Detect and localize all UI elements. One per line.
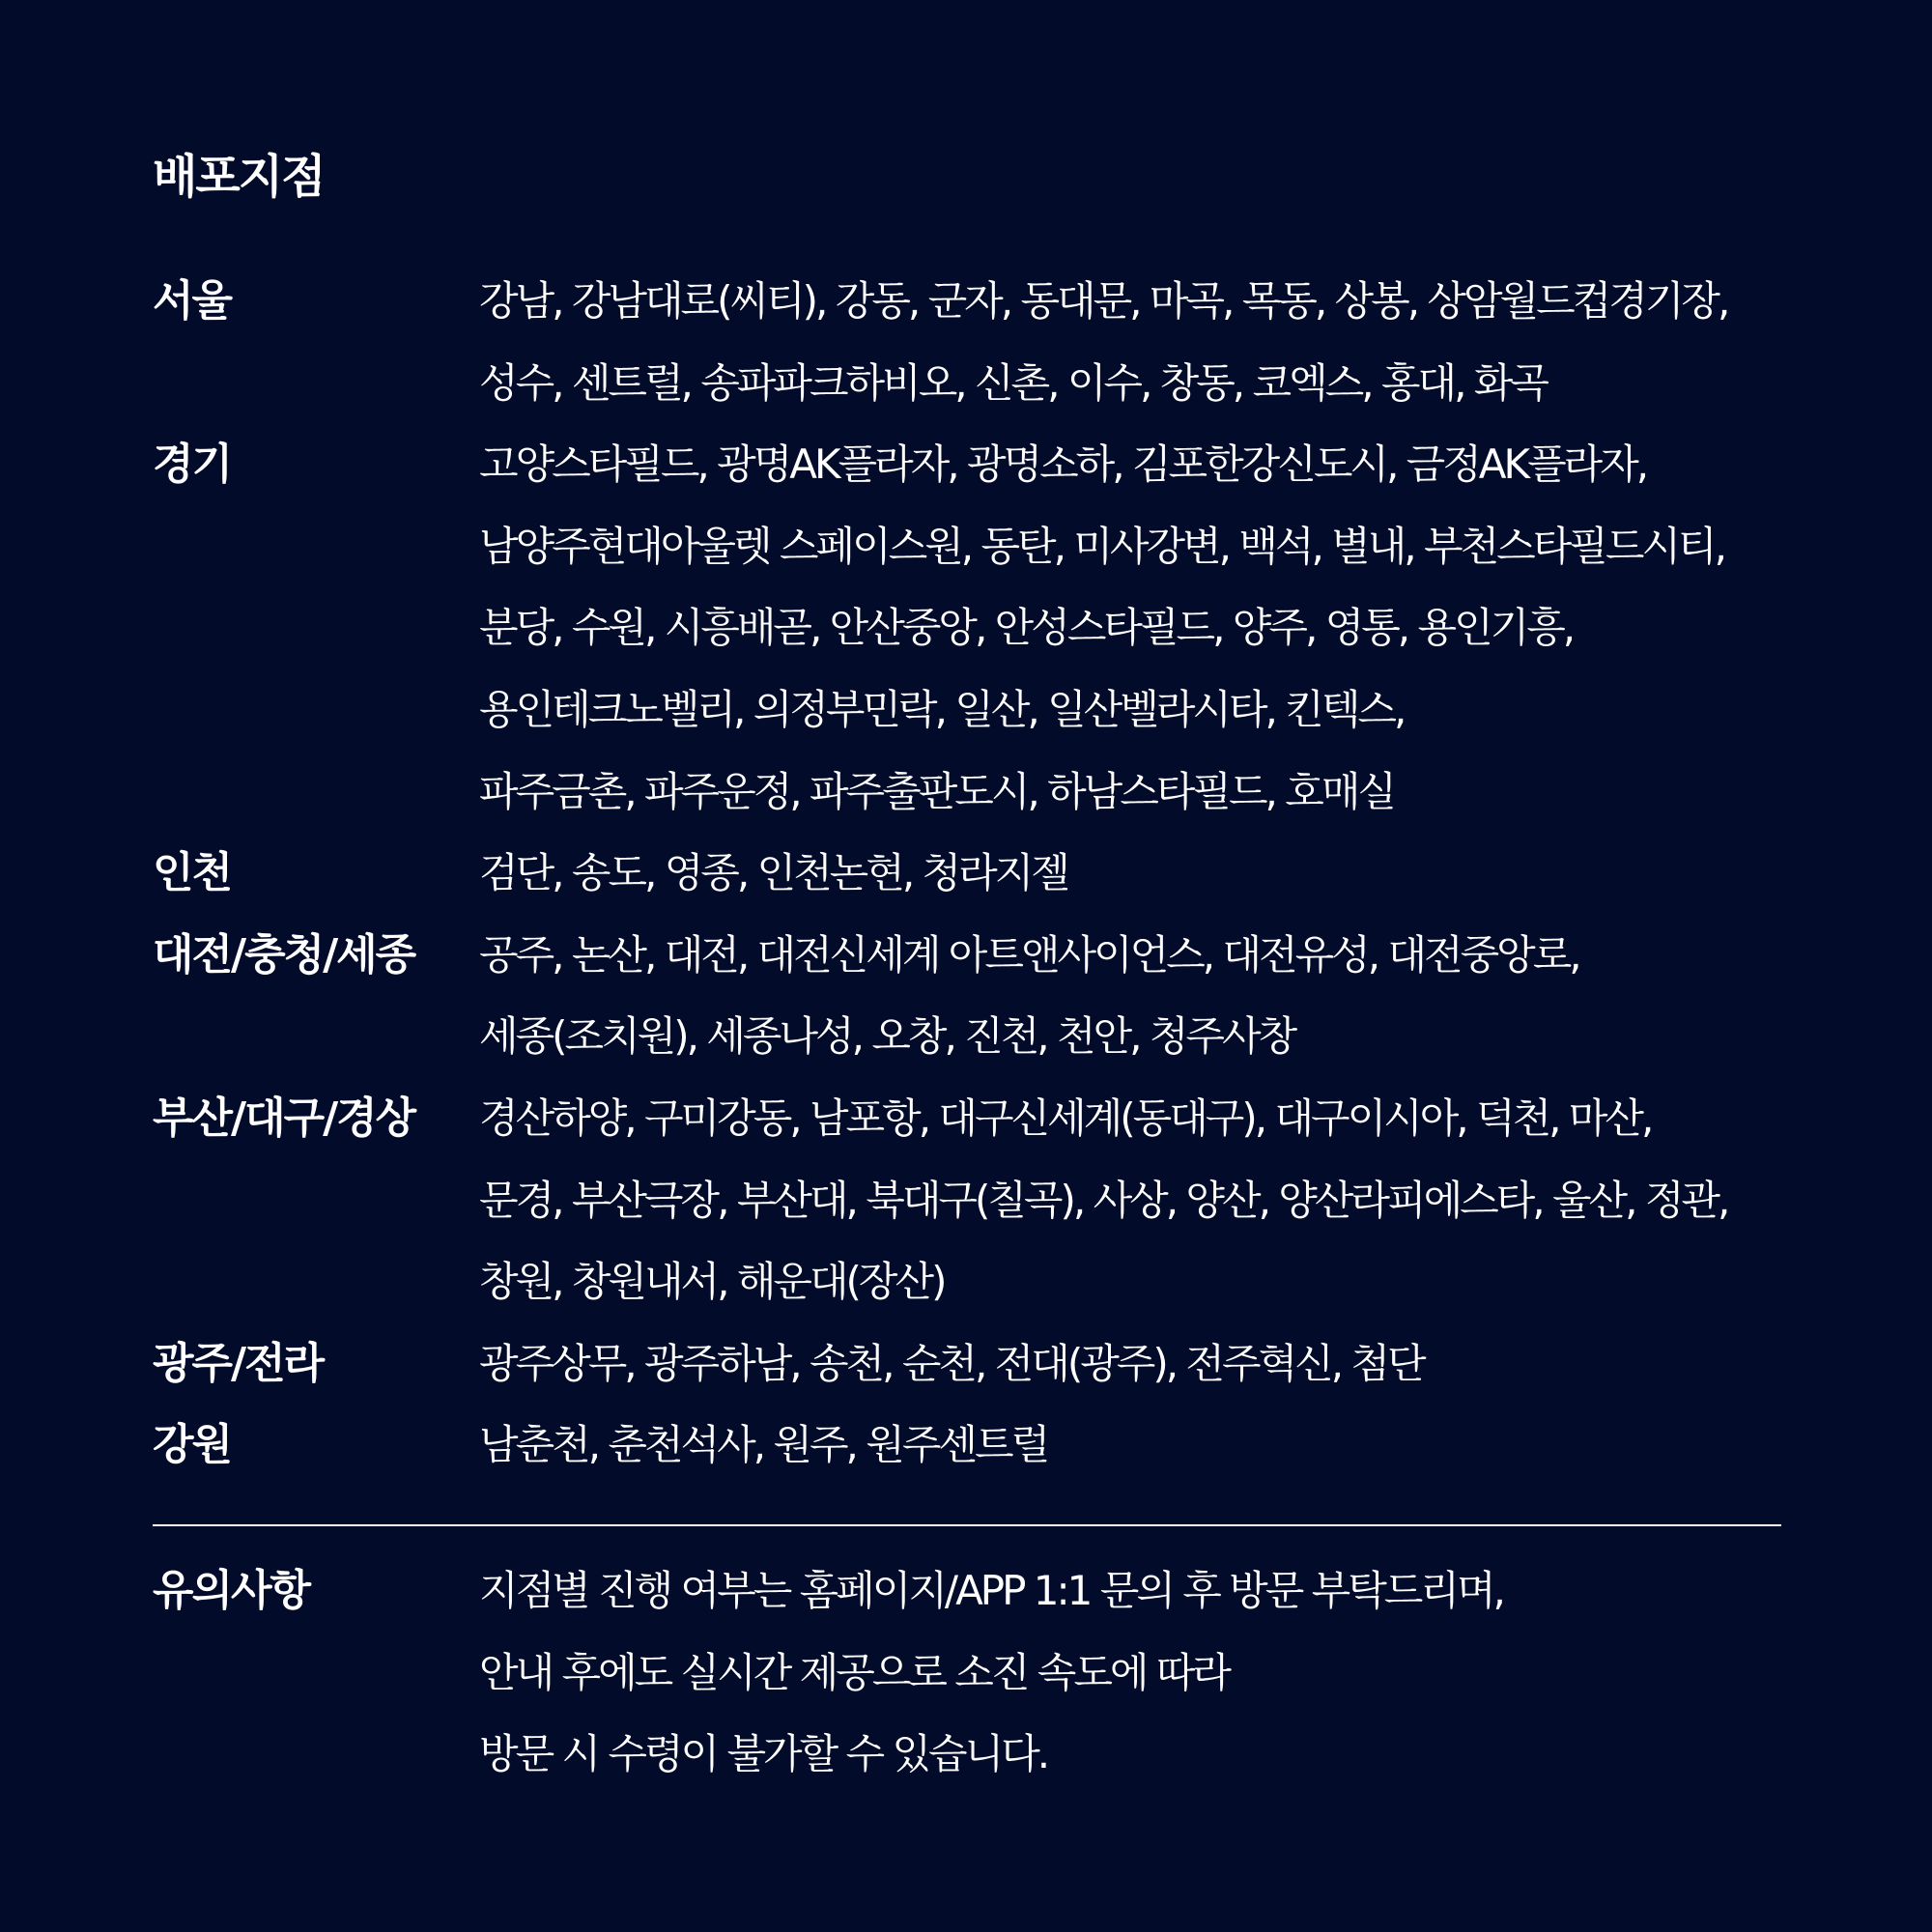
region-branch-list (479, 1078, 1779, 1323)
region-name: 광주/전라 (153, 1338, 324, 1388)
region-branch-list (479, 833, 1779, 915)
notice-section (153, 1550, 1779, 1796)
region-branch-list (479, 915, 1779, 1078)
branch-line: 공주, 논산, 대전, 대전신세계 아트앤사이언스, 대전유성, 대전중앙로, (479, 930, 1579, 979)
notice-line: 지점별 진행 여부는 홈페이지/APP 1:1 문의 후 방문 부탁드리며, (479, 1566, 1503, 1614)
region-name: 서울 (153, 276, 232, 326)
branch-line: 강남, 강남대로(씨티), 강동, 군자, 동대문, 마곡, 목동, 상봉, 상암월드컵경기장, (479, 277, 1728, 325)
notice-label: 유의사항 (153, 1565, 310, 1615)
region-gangwon (153, 1405, 1779, 1487)
region-gyeonggi (153, 424, 1779, 833)
section-divider (153, 1524, 1781, 1526)
branch-line: 문경, 부산극장, 부산대, 북대구(칠곡), 사상, 양산, 양산라피에스타, 울산, 정관, (479, 1176, 1728, 1224)
branch-line: 파주금촌, 파주운정, 파주출판도시, 하남스타필드, 호매실 (479, 767, 1394, 815)
branch-line: 경산하양, 구미강동, 남포항, 대구신세계(동대구), 대구이시아, 덕천, 마산, (479, 1094, 1652, 1142)
region-incheon (153, 833, 1779, 915)
region-branch-list (479, 424, 1779, 833)
region-gwangju-jeolla (153, 1323, 1779, 1406)
region-busan-daegu-gyeongsang (153, 1078, 1779, 1323)
region-name: 부산/대구/경상 (153, 1093, 415, 1143)
region-daejeon-chungcheong-sejong (153, 915, 1779, 1078)
notice-line: 안내 후에도 실시간 제공으로 소진 속도에 따라 (479, 1648, 1229, 1696)
notice-text (479, 1550, 1779, 1796)
branch-line: 용인테크노벨리, 의정부민락, 일산, 일산벨라시타, 킨텍스, (479, 685, 1405, 733)
region-branch-list (479, 261, 1779, 424)
region-name: 대전/충청/세종 (153, 929, 415, 980)
region-branch-list (479, 1405, 1779, 1487)
region-name: 인천 (153, 848, 232, 898)
notice-line: 방문 시 수령이 불가할 수 있습니다. (479, 1730, 1048, 1778)
region-seoul (153, 261, 1779, 424)
branch-line: 창원, 창원내서, 해운대(장산) (479, 1258, 945, 1306)
region-name: 경기 (153, 440, 232, 490)
branch-line: 세종(조치원), 세종나성, 오창, 진천, 천안, 청주사창 (479, 1012, 1295, 1061)
branch-line: 광주상무, 광주하남, 송천, 순천, 전대(광주), 전주혁신, 첨단 (479, 1339, 1424, 1387)
branch-line: 남양주현대아울렛 스페이스원, 동탄, 미사강변, 백석, 별내, 부천스타필드시티, (479, 522, 1724, 570)
region-name: 강원 (153, 1420, 232, 1470)
region-branch-list (479, 1323, 1779, 1406)
branch-line: 검단, 송도, 영종, 인천논현, 청라지젤 (479, 849, 1067, 897)
branch-line: 성수, 센트럴, 송파파크하비오, 신촌, 이수, 창동, 코엑스, 홍대, 화곡 (479, 358, 1547, 407)
branch-line: 분당, 수원, 시흥배곧, 안산중앙, 안성스타필드, 양주, 영통, 용인기흥, (479, 604, 1574, 652)
branch-line: 남춘천, 춘천석사, 원주, 원주센트럴 (479, 1421, 1048, 1469)
branch-line: 고양스타필드, 광명AK플라자, 광명소하, 김포한강신도시, 금정AK플라자, (479, 440, 1647, 489)
page-title: 배포지점 (153, 150, 325, 204)
